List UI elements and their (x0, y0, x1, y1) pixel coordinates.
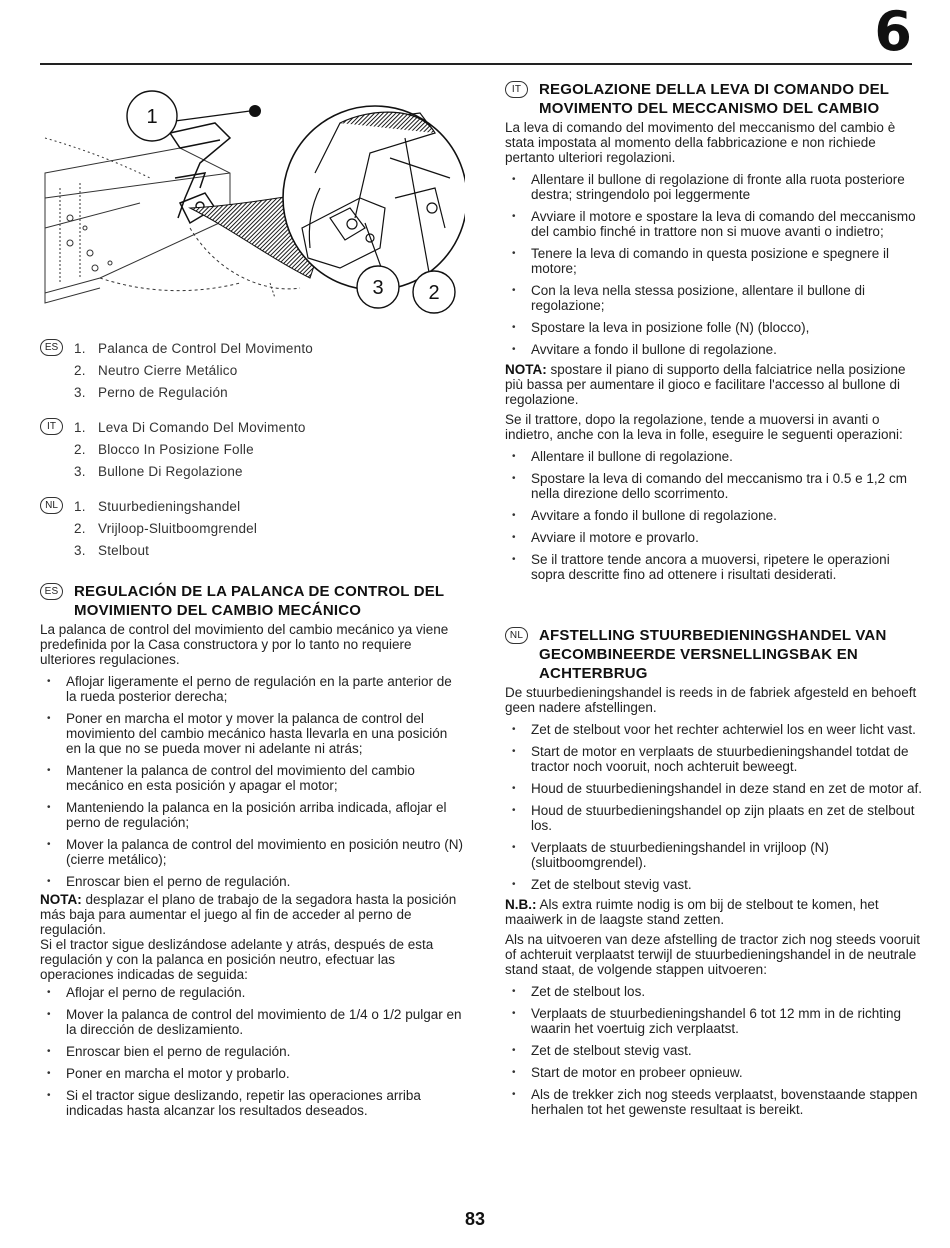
list-item: • Houd de stuurbedieningshandel op zijn plaats en zet de stelbout los. (505, 803, 925, 833)
section-heading-it: IT REGOLAZIONE DELLA LEVA DI COMANDO DEL MOVIMENTO DEL MECCANISMO DEL CAMBIO (505, 80, 925, 118)
list-item: • Se il trattore tende ancora a muoversi, ripetere le operazioni sopra descritte fino ad ottenere i risultati desiderati. (505, 552, 925, 582)
callout-1: 1 (146, 106, 158, 128)
list-item: • Zet de stelbout los. (505, 984, 925, 999)
list-item: • Spostare la leva di comando del meccanismo tra i 0.5 e 1,2 cm nella direzione dello scorrimento. (505, 471, 925, 501)
list-item: • Mover la palanca de control del movimiento de 1/4 o 1/2 pulgar en la dirección de deslizamiento. (40, 1007, 465, 1037)
steps-list (40, 674, 465, 889)
note-paragraph: NOTA: spostare il piano di supporto della falciatrice nella posizione più bassa per aumentare il gioco e facilitare l'accesso al bullone di regolazione. (505, 362, 906, 407)
steps-list-2 (40, 985, 465, 1118)
steps-list (505, 172, 925, 357)
lang-badge-nl: NL (505, 627, 528, 644)
followup-paragraph: Se il trattore, dopo la regolazione, tende a muoversi in avanti o indietro, anche con la leva in folle, eseguire le seguenti operazioni: (505, 412, 903, 442)
list-item: • Aflojar el perno de regulación. (40, 985, 465, 1000)
section-heading-es: ES REGULACIÓN DE LA PALANCA DE CONTROL DEL MOVIMIENTO DEL CAMBIO MECÁNICO (40, 582, 465, 620)
intro-paragraph: La leva di comando del movimento del meccanismo del cambio è stata impostata al momento della fabbricazione e non richiede pertanto ulteriori regolazioni. (505, 120, 896, 165)
followup-paragraph: Si el tractor sigue deslizándose adelante y atrás, después de esta regulación y con la palanca en posición neutro, efectuar las operaciones indicadas de seguida: (40, 937, 434, 982)
lang-badge-nl: NL (40, 497, 63, 514)
list-item: • Mantener la palanca de control del movimiento del cambio mecánico en esta posición y apagar el motor; (40, 763, 465, 793)
legend-it: IT 1. Leva Di Comando Del Movimento 2. Blocco In Posizione Folle 3. Bullone Di Regolazione (40, 417, 465, 483)
list-item: • Mover la palanca de control del movimiento en posición neutro (N) (cierre metálico); (40, 837, 465, 867)
intro-paragraph: La palanca de control del movimiento del cambio mecánico ya viene predefinida por la Casa constructora y por lo tanto no requiere ulteriores regulaciones. (40, 622, 449, 667)
section-heading-nl: NL AFSTELLING STUURBEDIENINGSHANDEL VAN GECOMBINEERDE VERSNELLINGSBAK EN ACHTERBRUG (505, 626, 925, 683)
list-item: • Enroscar bien el perno de regulación. (40, 874, 465, 889)
list-item: • Avvitare a fondo il bullone di regolazione. (505, 342, 925, 357)
callout-3: 3 (372, 277, 384, 299)
list-item: • Si el tractor sigue deslizando, repetir las operaciones arriba indicadas hasta alcanzar los resultados deseados. (40, 1088, 465, 1118)
right-column (505, 80, 925, 1117)
list-item: • Avvitare a fondo il bullone di regolazione. (505, 508, 925, 523)
list-item: • Houd de stuurbedieningshandel in deze stand en zet de motor af. (505, 781, 925, 796)
section-it (505, 80, 925, 582)
note-paragraph: NOTA: desplazar el plano de trabajo de la segadora hasta la posición más baja para aumentar el juego al fin de acceder al perno de regulación. (40, 892, 457, 937)
section-nl (505, 626, 925, 1117)
page-number: 83 (464, 1209, 486, 1229)
list-item: • Avviare il motore e spostare la leva di comando del meccanismo del cambio finché in trattore non si muove avanti o indietro; (505, 209, 925, 239)
parts-legend (40, 338, 465, 562)
list-item: • Zet de stelbout stevig vast. (505, 877, 925, 892)
list-item: • Spostare la leva in posizione folle (N) (blocco), (505, 320, 925, 335)
list-item: • Enroscar bien el perno de regulación. (40, 1044, 465, 1059)
section-es (40, 582, 465, 1118)
lever-illustration (40, 78, 465, 323)
list-item: • Zet de stelbout voor het rechter achterwiel los en weer licht vast. (505, 722, 925, 737)
list-item: • Verplaats de stuurbedieningshandel in vrijloop (N) (sluitboomgrendel). (505, 840, 925, 870)
intro-paragraph: De stuurbedieningshandel is reeds in de fabriek afgesteld en behoeft geen nadere afstellingen. (505, 685, 917, 715)
list-item: • Start de motor en verplaats de stuurbedieningshandel totdat de tractor noch vooruit, noch achteruit beweegt. (505, 744, 925, 774)
note-label: NOTA: (40, 892, 82, 907)
list-item: • Poner en marcha el motor y probarlo. (40, 1066, 465, 1081)
lang-badge-es: ES (40, 583, 63, 600)
followup-paragraph: Als na uitvoeren van deze afstelling de tractor zich nog steeds vooruit of achteruit verplaatst terwijl de stuurbedieningshandel in de neutrale stand staat, de volgende stappen uitvoeren: (505, 932, 920, 977)
list-item: • Allentare il bullone di regolazione. (505, 449, 925, 464)
list-item: • Verplaats de stuurbedieningshandel 6 tot 12 mm in de richting waarin het voertuig zich verplaatst. (505, 1006, 925, 1036)
header-rule (40, 63, 912, 65)
list-item: • Avviare il motore e provarlo. (505, 530, 925, 545)
section-number: 6 (874, 0, 912, 63)
note-label: N.B.: (505, 897, 537, 912)
steps-list (505, 722, 925, 892)
list-item: • Aflojar ligeramente el perno de regulación en la parte anterior de la rueda posterior derecha; (40, 674, 465, 704)
lang-badge-es: ES (40, 339, 63, 356)
list-item: • Zet de stelbout stevig vast. (505, 1043, 925, 1058)
list-item: • Als de trekker zich nog steeds verplaatst, bovenstaande stappen herhalen tot het gewenste resultaat is bereikt. (505, 1087, 925, 1117)
list-item: • Start de motor en probeer opnieuw. (505, 1065, 925, 1080)
list-item: • Allentare il bullone di regolazione di fronte alla ruota posteriore destra; stringendolo poi leggermente (505, 172, 925, 202)
list-item: • Con la leva nella stessa posizione, allentare il bullone di regolazione; (505, 283, 925, 313)
list-item: • Tenere la leva di comando in questa posizione e spegnere il motore; (505, 246, 925, 276)
callout-2: 2 (428, 282, 440, 304)
lever-illustration-svg (40, 78, 465, 323)
legend-es: ES 1. Palanca de Control Del Movimento 2. Neutro Cierre Metálico 3. Perno de Regulación (40, 338, 465, 404)
steps-list-2 (505, 449, 925, 582)
lang-badge-it: IT (40, 418, 63, 435)
left-column (40, 78, 465, 1118)
list-item: • Manteniendo la palanca en la posición arriba indicada, aflojar el perno de regulación; (40, 800, 465, 830)
list-item: • Poner en marcha el motor y mover la palanca de control del movimiento del cambio mecánico hasta llevarla en una posición en la que no se pueda mover ni adelante ni atrás; (40, 711, 465, 756)
steps-list-2 (505, 984, 925, 1117)
legend-nl: NL 1. Stuurbedieningshandel 2. Vrijloop-Sluitboomgrendel 3. Stelbout (40, 496, 465, 562)
note-paragraph: N.B.: Als extra ruimte nodig is om bij de stelbout te komen, het maaiwerk in de laagste stand zetten. (505, 897, 879, 927)
lang-badge-it: IT (505, 81, 528, 98)
note-label: NOTA: (505, 362, 547, 377)
